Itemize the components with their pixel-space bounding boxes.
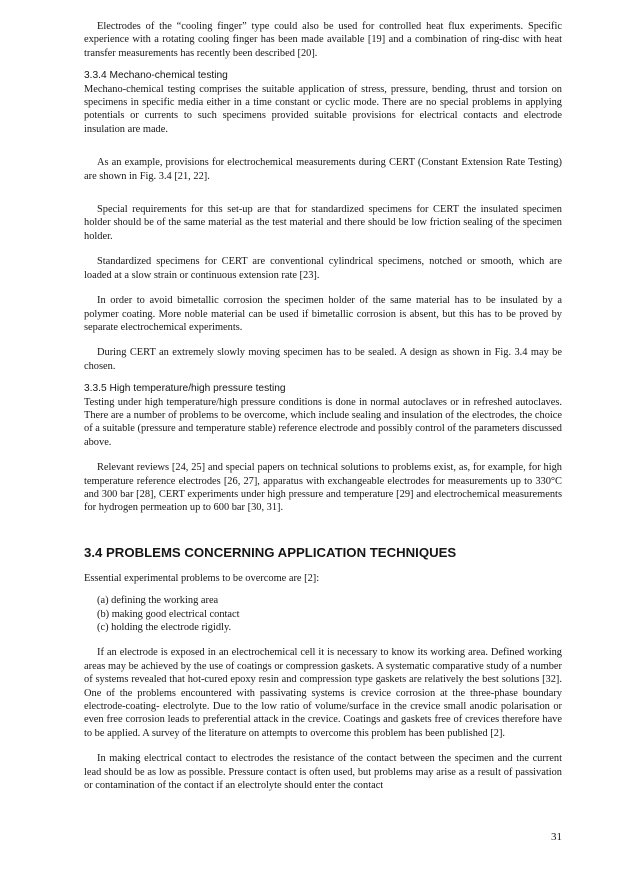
paragraph-cert-sealing: During CERT an extremely slowly moving specimen has to be sealed. A design as shown in Fig. 3.4 may be chosen. — [84, 347, 562, 372]
subsection-heading-mechano-chemical: 3.3.4 Mechano-chemical testing — [84, 70, 228, 82]
paragraph-essential-problems: Essential experimental problems to be overcome are [2]: — [84, 572, 320, 584]
paragraph-special-requirements: Special requirements for this set-up are that for standardized specimens for CERT the insulated specimen holder should be of the same material as the test material and there should be low friction sealing of the specimen holder. — [84, 204, 562, 242]
list-item: (c) holding the electrode rigidly. — [97, 621, 232, 633]
problem-list — [97, 594, 562, 634]
page-number: 31 — [551, 831, 562, 843]
section-heading-application-techniques: 3.4 PROBLEMS CONCERNING APPLICATION TECHNIQUES — [84, 544, 457, 560]
paragraph-autoclaves: Testing under high temperature/high pressure conditions is done in normal autoclaves or in refreshed autoclaves. There are a number of problems to be overcome, which include sealing and insulation of the electrodes, the choice of a suitable (pressure and temperature stable) reference electrode and possibly control of the parameters discussed above. — [84, 396, 562, 448]
subsection-heading-high-temperature: 3.3.5 High temperature/high pressure testing — [84, 383, 286, 395]
paragraph-cooling-finger: Electrodes of the “cooling finger” type could also be used for controlled heat flux experiments. Specific experience with a rotating cooling finger has been made available [19] and a combination of ring-disc with heat transfer measurements has recently been described [20]. — [84, 21, 562, 59]
paragraph-mechano-chemical: Mechano-chemical testing comprises the suitable application of stress, pressure, bending, thrust and torsion on specimens in specific media either in a time constant or cyclic mode. There are no special problems in applying potentials or currents to such specimens provided suitable provisions for electrical contacts and electrode insulation are made. — [84, 83, 562, 135]
list-item: (b) making good electrical contact — [97, 608, 240, 620]
page-body — [84, 20, 562, 792]
paragraph-cert-example: As an example, provisions for electrochemical measurements during CERT (Constant Extension Rate Testing) are shown in Fig. 3.4 [21, 22]. — [84, 157, 562, 182]
paragraph-electrical-contact: In making electrical contact to electrodes the resistance of the contact between the specimen and the current lead should be as low as possible. Pressure contact is often used, but problems may arise as a result of passivation or contamination of the contact if an electrolyte should enter the contact — [84, 753, 562, 792]
paragraph-working-area: If an electrode is exposed in an electrochemical cell it is necessary to know its working area. Defined working areas may be achieved by the use of coatings or compression gaskets. A systematic comparative study of a number of systems revealed that hot-cured epoxy resin and compression type gaskets are relatively the best solutions [32]. One of the problems encountered with passivating systems is crevice corrosion at the three-phase boundary electrode-coating- electrolyte. Due to the low ratio of volume/surface in the crevice small anodic polarisation or even free corrosion leads to preferential attack in the crevice. Coatings and gaskets free of crevices therefore have to be applied. A survey of the literature on attempts to overcome this problem has been published [2]. — [84, 647, 562, 739]
paragraph-standardized-specimens: Standardized specimens for CERT are conventional cylindrical specimens, notched or smooth, which are loaded at a slow strain or continuous extension rate [23]. — [84, 256, 562, 281]
paragraph-bimetallic-corrosion: In order to avoid bimetallic corrosion the specimen holder of the same material has to be insulated by a polymer coating. More noble material can be used if bimetallic corrosion is absent, but this has to be proved by separate electrochemical experiments. — [84, 295, 562, 333]
paragraph-relevant-reviews: Relevant reviews [24, 25] and special papers on technical solutions to problems exist, as, for example, for high temperature reference electrodes [26, 27], apparatus with exchangeable electrodes for measurements up to 330°C and 300 bar [28], CERT experiments under high pressure and temperature [29] and electrochemical measurements for hydrogen permeation up to 600 bar [30, 31]. — [84, 462, 562, 514]
list-item: (a) defining the working area — [97, 595, 219, 607]
